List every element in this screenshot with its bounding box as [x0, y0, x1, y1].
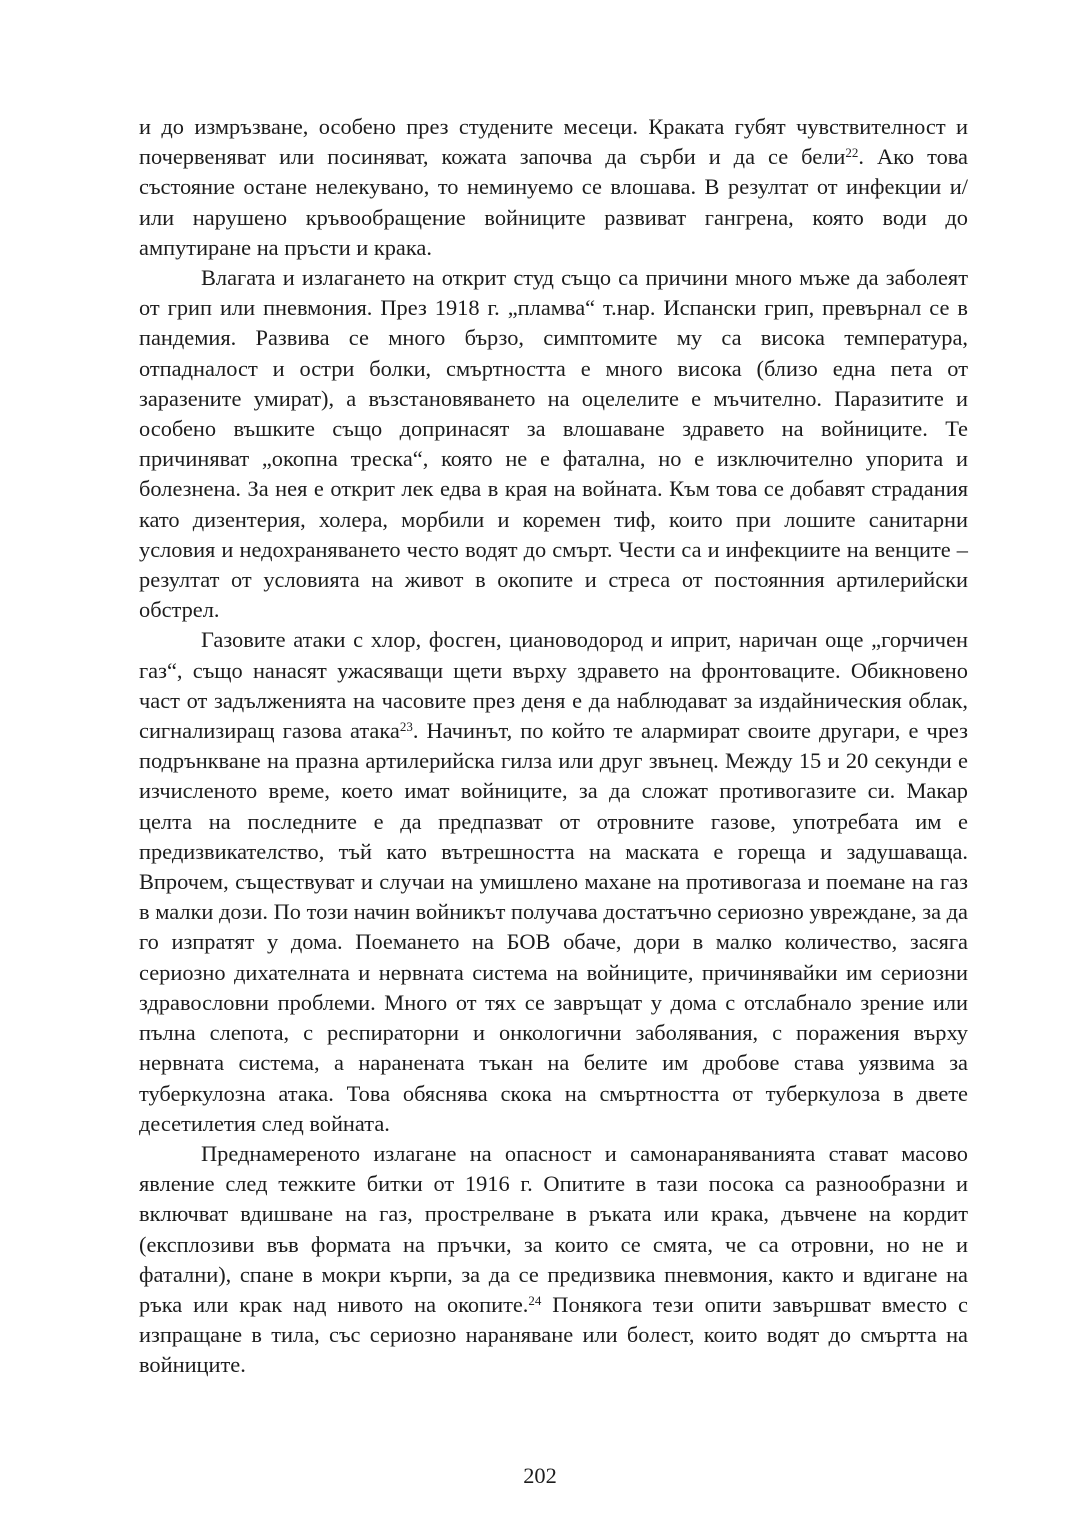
paragraph-text: . Ако това състояние остане нелекувано, то неминуемо се влошава. В резултат от инфекции и/или нарушено кръвообращение войниците развиват гангрена, която води до ампутиране на пръсти и крака. [139, 144, 968, 260]
paragraph-4 [139, 1139, 968, 1381]
paragraph-text: . Начинът, по който те алармират своите другари, е чрез подрънкване на празна артилерийска гилза или друг звънец. Между 15 и 20 секунди е изчисленото време, което имат войниците, за да сложат противогазите си. Макар целта на последните е да предпазват от отровните газове, употребата им е предизвикателство, тъй като вътрешността на маската е гореща и задушаваща. Впрочем, съществуват и случаи на умишлено махане на противогаза и поемане на газ в малки дози. По този начин войникът получава достатъчно сериозно увреждане, за да го изпратят у дома. Поемането на БОВ обаче, дори в малко количество, засяга сериозно дихателната и нервната система на войниците, причинявайки им сериозни здравословни проблеми. Много от тях се завръщат у дома с отслабнало зрение или пълна слепота, с респираторни и онкологични заболявания, с поражения върху нервната система, а наранената тъкан на белите им дробове става уязвима за туберкулозна атака. Това обяснява скока на смъртността от туберкулоза в двете десетилетия след войната. [139, 718, 968, 1136]
paragraph-2 [139, 263, 968, 625]
page-number: 202 [523, 1463, 557, 1488]
paragraph-text: Преднамереното излагане на опасност и самонараняванията стават масово явление след тежките битки от 1916 г. Опитите в тази посока са разнообразни и включват вдишване на газ, прострелване в ръката или крака, дъвчене на кордит (експлозиви във формата на пръчки, за които се смята, че са отровни, но не и фатални), спане в мокри кърпи, за да се предизвика пневмония, както и вдигане на ръка или крак над нивото на окопите. [139, 1140, 968, 1317]
paragraph-text: Понякога тези опити завършват вместо с изпращане в тила, със сериозно нараняване или болест, които водят до смъртта на войниците. [139, 1291, 968, 1378]
footnote-ref-23[interactable]: 23 [399, 718, 413, 734]
paragraph-text: и до измръзване, особено през студените месеци. Краката губят чувствителност и почервеняват или посиняват, кожата започва да сърби и да се бели [139, 114, 968, 170]
footnote-ref-22[interactable]: 22 [845, 145, 859, 161]
paragraph-text: Газовите атаки с хлор, фосген, циановодород и иприт, наричан още „горчичен газ“, също нанасят ужасяващи щети върху здравето на фронтоваците. Обикновено част от задълженията на часовите през деня е да наблюдават за издайническия облак, сигнализиращ газова атака [139, 627, 968, 744]
paragraph-1 [139, 112, 968, 263]
paragraph-text: Влагата и излагането на открит студ също са причини много мъже да заболеят от грип или пневмония. През 1918 г. „пламва“ т.нар. Испански грип, превърнал се в пандемия. Развива се много бързо, симптомите му са висока температура, отпадналост и остри болки, смъртността е много висока (близо една пета от заразените умират), а възстановяването на оцелелите е мъчително. Паразитите и особено въшките също допринасят за влошаване здравето на войниците. Те причиняват „окопна треска“, която не е фатална, но е изключително упорита и болезнена. За нея е открит лек едва в края на войната. Към това се добавят страдания като дизентерия, холера, морбили и коремен тиф, които при лошите санитарни условия и недохраняването често водят до смърт. Чести са и инфекциите на венците – резултат от условията на живот в окопите и стреса от постоянния артилерийски обстрел. [139, 265, 968, 623]
footnote-ref-24[interactable]: 24 [528, 1292, 542, 1308]
paragraph-3 [139, 625, 968, 1138]
body-text [139, 112, 968, 1381]
